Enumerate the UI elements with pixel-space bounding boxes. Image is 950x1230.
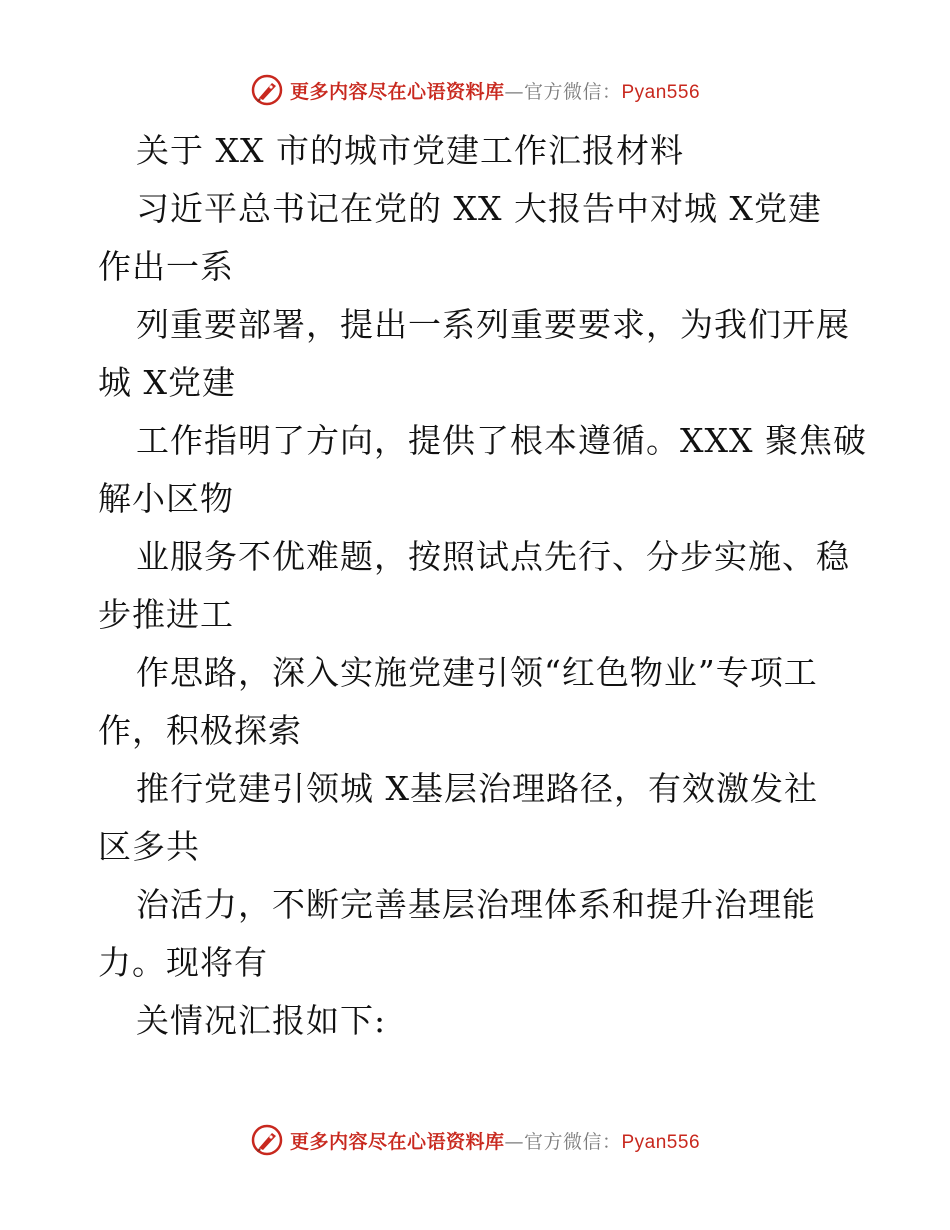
pen-logo-icon: [250, 1123, 284, 1157]
watermark-main: 更多内容尽在心语资料库: [289, 80, 505, 103]
text-line: 习近平总书记在党的 XX 大报告中对城 X党建: [136, 189, 822, 228]
watermark-dash: —: [504, 80, 524, 103]
footer-watermark: [0, 1120, 950, 1160]
text-line: 关情况汇报如下:: [136, 1001, 387, 1040]
watermark-text: [290, 77, 700, 104]
watermark-id: Pyan556: [621, 81, 701, 103]
pen-logo-icon: [250, 73, 284, 107]
watermark-dash: —: [504, 1130, 524, 1153]
text-line: 工作指明了方向，提供了根本遵循。XXX 聚焦破: [136, 421, 867, 460]
text-line: 力。现将有: [98, 943, 268, 982]
watermark-text: [290, 1127, 700, 1154]
watermark-id: Pyan556: [621, 1131, 701, 1153]
watermark-main: 更多内容尽在心语资料库: [289, 1130, 505, 1153]
text-line: 列重要部署，提出一系列重要要求，为我们开展: [136, 305, 850, 344]
text-line: 作出一系: [98, 247, 234, 286]
header-watermark: [0, 70, 950, 110]
text-line: 城 X党建: [98, 363, 236, 402]
text-line: 推行党建引领城 X基层治理路径，有效激发社: [136, 769, 818, 808]
watermark-tail: 官方微信：: [523, 1130, 622, 1153]
text-line: 关于 XX 市的城市党建工作汇报材料: [136, 131, 684, 170]
text-line: 治活力，不断完善基层治理体系和提升治理能: [136, 885, 816, 924]
watermark-tail: 官方微信：: [523, 80, 622, 103]
text-line: 业服务不优难题，按照试点先行、分步实施、稳: [136, 537, 850, 576]
text-line: 区多共: [98, 827, 200, 866]
text-line: 步推进工: [98, 595, 234, 634]
document-body: [98, 122, 867, 1050]
text-line: 解小区物: [98, 479, 234, 518]
text-line: 作，积极探索: [98, 711, 302, 750]
text-line: 作思路，深入实施党建引领“红色物业”专项工: [136, 653, 818, 692]
